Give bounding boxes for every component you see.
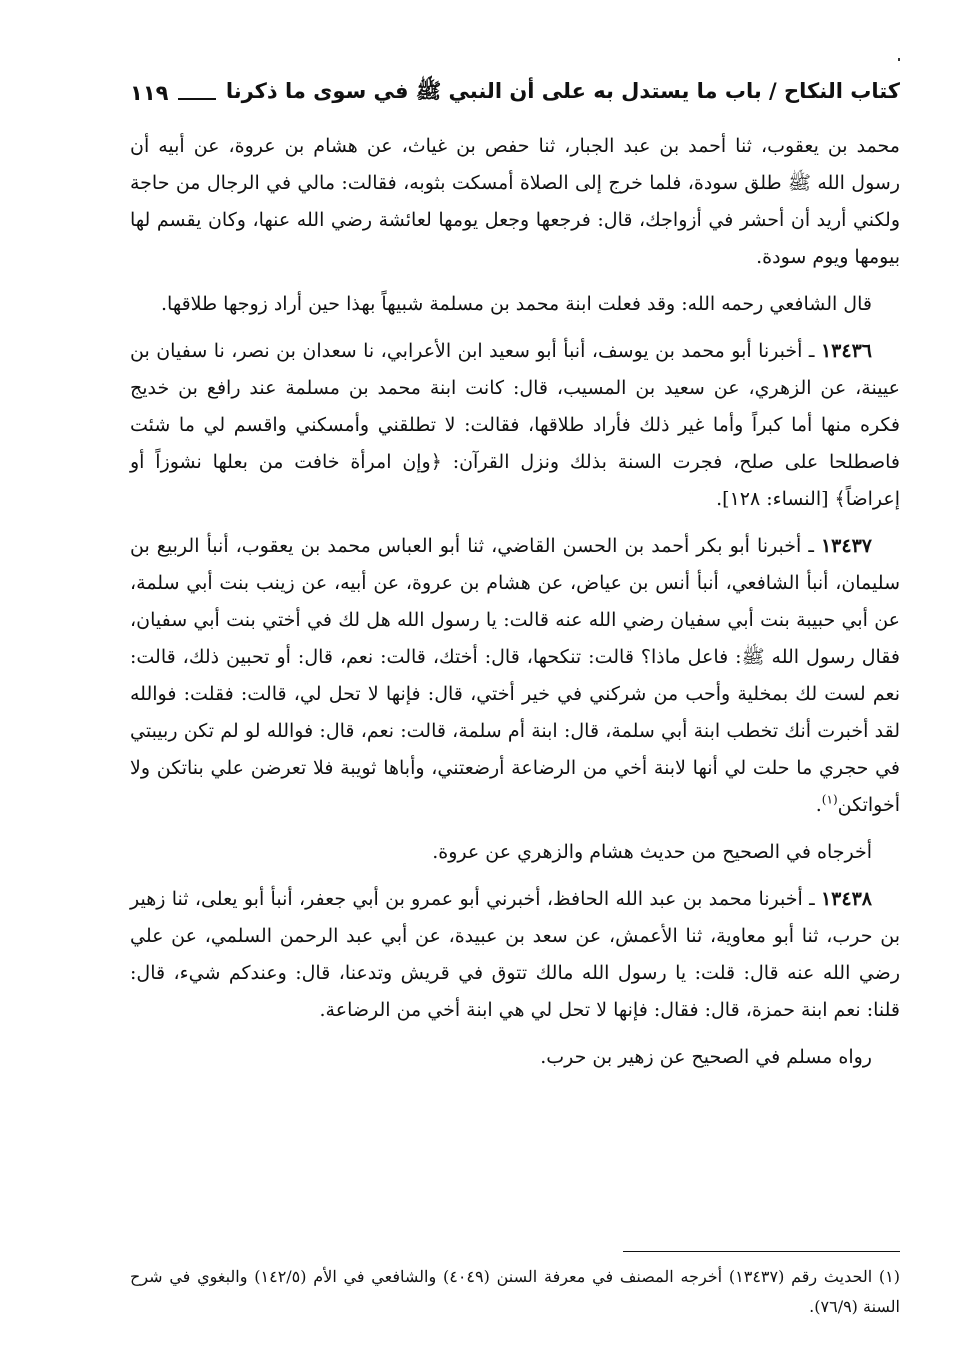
footnote-divider <box>623 1251 900 1252</box>
scan-mark <box>898 58 900 61</box>
hadith-number: ١٣٤٣٧ <box>820 535 872 557</box>
footnote-1: (١) الحديث رقم (١٣٤٣٧) أخرجه المصنف في معرفة السنن (٤٠٤٩) والشافعي في الأم (١٤٢/٥) والبغوي في شرح السنة (٧٦/٩). <box>130 1267 900 1316</box>
paragraph-muslim <box>130 1039 900 1076</box>
paragraph-text: أخرجاه في الصحيح من حديث هشام والزهري عن عروة. <box>432 841 872 863</box>
running-head-title: كتاب النكاح / باب ما يستدل به على أن النبي ﷺ في سوى ما ذكرنا <box>225 78 900 103</box>
running-head <box>130 70 900 116</box>
footnotes <box>130 1262 900 1322</box>
paragraph-continuation <box>130 128 900 276</box>
paragraph-shafii-comment <box>130 286 900 323</box>
paragraph-takhrij <box>130 834 900 871</box>
running-head-rule <box>178 98 215 100</box>
page <box>130 70 900 1086</box>
footnote-reference[interactable]: (١) <box>821 792 838 807</box>
paragraph-text: محمد بن يعقوب، ثنا أحمد بن عبد الجبار، ثنا حفص بن غياث، عن هشام بن عروة، عن أبيه أن رسول الله ﷺ طلق سودة، فلما خرج إلى الصلاة أمسكت بثوبه، فقالت: مالي في الرجال من حاجة ولكني أريد أن أحشر في أزواجك، قال: فرجعها وجعل يومها لعائشة رضي الله عنها، وكان يقسم لها بيومها ويوم سودة. <box>130 135 900 268</box>
paragraph-text: رواه مسلم في الصحيح عن زهير بن حرب. <box>540 1046 872 1068</box>
body-text <box>130 128 900 1076</box>
hadith-number: ١٣٤٣٦ <box>820 340 872 362</box>
paragraph-text: ـ أخبرنا أبو بكر أحمد بن الحسن القاضي، ثنا أبو العباس محمد بن يعقوب، أنبأ الربيع بن سليمان، أنبأ الشافعي، أنبأ أنس بن عياض، عن هشام بن عروة، عن أبيه، عن زينب بنت أبي سلمة، عن أبي حبيبة بنت أبي سفيان رضي الله عنه قالت: يا رسول الله هل لك في أختي بنت أبي سفيان، فقال رسول الله ﷺ: فاعل ماذا؟ قالت: تنكحها، قال: أختك، قالت: نعم، قال: أو تحبين ذلك، قالت: نعم لست لك بمخلية وأحب من شركني في خير أختي، قال: فإنها لا تحل لي، قالت: فقلت: فوالله لقد أخبرت أنك تخطب ابنة أبي سلمة، قال: ابنة أم سلمة، قالت: نعم، قال: فوالله لو لم تكن ربيبتي في حجري ما حلت لي أنها لابنة أخي من الرضاعة أرضعتني، وأباها ثويبة فلا تعرضن علي بناتكن ولا أخواتكن <box>130 535 900 816</box>
paragraph-text: قال الشافعي رحمه الله: وقد فعلت ابنة محمد بن مسلمة شبيهاً بهذا حين أراد زوجها طلاقها. <box>161 293 872 315</box>
hadith-number: ١٣٤٣٨ <box>820 888 872 910</box>
page-number: ١١٩ <box>130 81 169 105</box>
paragraph-text: ـ أخبرنا محمد بن عبد الله الحافظ، أخبرني أبو عمرو بن أبي جعفر، أنبأ أبو يعلى، ثنا زهير بن حرب، ثنا أبو معاوية، ثنا الأعمش، عن سعد بن عبيدة، عن أبي عبد الرحمن السلمي، عن علي رضي الله عنه قال: قلت: يا رسول الله مالك تتوق في قريش وتدعنا، قال: وعندكم شيء، قال: قلنا: نعم ابنة حمزة، قال: فقال: فإنها لا تحل لي هي ابنة أخي من الرضاعة. <box>130 888 900 1021</box>
hadith-13436 <box>130 333 900 518</box>
hadith-13438 <box>130 881 900 1029</box>
hadith-13437: ١٣٤٣٧ ـ أخبرنا أبو بكر أحمد بن الحسن القاضي، ثنا أبو العباس محمد بن يعقوب، أنبأ الربيع بن سليمان، أنبأ الشافعي، أنبأ أنس بن عياض، عن هشام بن عروة، عن أبيه، عن زينب بنت أبي سلمة، عن أبي حبيبة بنت أبي سفيان رضي الله عنه قالت: يا رسول الله هل لك في أختي بنت أبي سفيان، فقال رسول الله ﷺ: فاعل ماذا؟ قالت: تنكحها، قال: أختك، قالت: نعم، قال: أو تحبين ذلك، قالت: نعم لست لك بمخلية وأحب من شركني في خير أختي، قال: فإنها لا تحل لي، قالت: فقلت: فوالله لقد أخبرت أنك تخطب ابنة أبي سلمة، قال: ابنة أم سلمة، قالت: نعم، قال: فوالله لو لم تكن ربيبتي في حجري ما حلت لي أنها لابنة أخي من الرضاعة أرضعتني، وأباها ثويبة فلا تعرضن علي بناتكن ولا أخواتكن$^{(١)}$. <box>130 535 900 816</box>
paragraph-text: ـ أخبرنا أبو محمد بن يوسف، أنبأ أبو سعيد ابن الأعرابي، نا سعدان بن نصر، نا سفيان بن عيينة، عن الزهري، عن سعيد بن المسيب، قال: كانت ابنة محمد بن مسلمة عند رافع بن خديج فكره منها أما كبراً وأما غير ذلك فأراد طلاقها، فقالت: لا تطلقني وأمسكني واقسم لي ما شئت فاصطلحا على صلح، فجرت السنة بذلك ونزل القرآن: ﴿وإن امرأة خافت من بعلها نشوزاً أو إعراضاً﴾ [النساء: ١٢٨]. <box>130 340 900 510</box>
